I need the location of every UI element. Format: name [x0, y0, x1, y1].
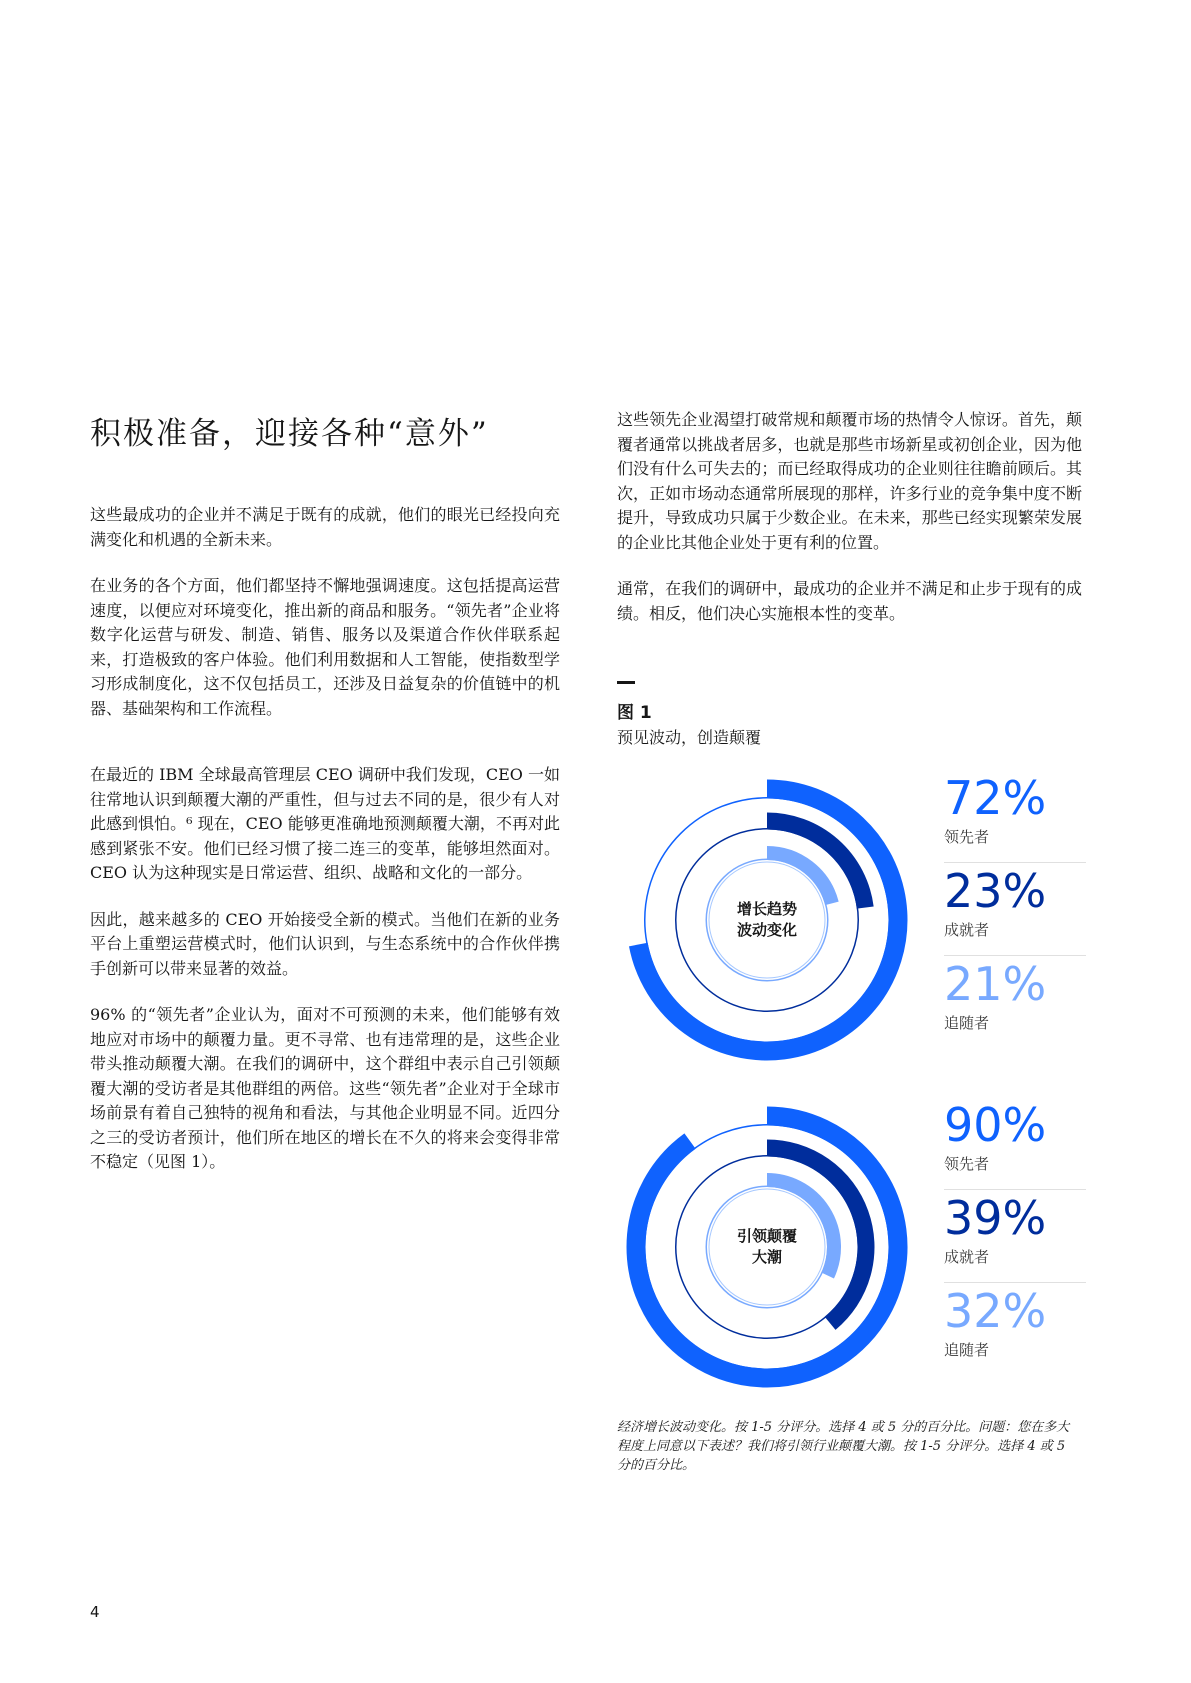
page-number: 4 — [90, 1603, 100, 1621]
stat-value: 72% — [944, 771, 1047, 825]
donut-center-label: 引领颠覆 — [736, 1227, 798, 1245]
ring-track-achievers — [676, 829, 859, 1012]
paragraph: 在最近的 IBM 全球最高管理层 CEO 调研中我们发现，CEO 一如往常地认识到颠覆大潮的严重性，但与过去不同的是，很少有人对此感到惧怕。⁶ 现在，CEO 能够更准确地预测颠覆大潮，不再对此感到紧张不安。他们已经习惯了接二连三的变革，能够坦然面对。CEO 认为这种现实是日常运营、组织、战略和文化的一部分。 — [90, 765, 560, 882]
donut-chart-lead-disruption — [617, 1097, 917, 1397]
figure-footnote: 经济增长波动变化。按 1-5 分评分。选择 4 或 5 分的百分比。问题：您在多大程度上同意以下表述？我们将引领行业颠覆大潮。按 1-5 分评分。选择 4 或 5 分的百分比。 — [617, 1420, 1070, 1473]
stat-value: 21% — [944, 957, 1047, 1011]
page-title: 积极准备，迎接各种“意外” — [90, 416, 489, 452]
donut-chart-svg — [617, 770, 917, 1070]
paragraph: 这些领先企业渴望打破常规和颠覆市场的热情令人惊讶。首先，颠覆者通常以挑战者居多，也就是那些市场新星或初创企业，因为他们没有什么可失去的；而已经取得成功的企业则往往瞻前顾后。其次，正如市场动态通常所展现的那样，许多行业的竞争集中度不断提升，导致成功只属于少数企业。在未来，那些已经实现繁荣发展的企业比其他企业处于更有利的位置。 — [617, 410, 1082, 552]
stat-label: 领先者 — [944, 1155, 990, 1173]
stat-achievers — [944, 1190, 1086, 1283]
figure-divider — [617, 681, 635, 684]
paragraph: 这些最成功的企业并不满足于既有的成就，他们的眼光已经投向充满变化和机遇的全新未来。 — [90, 505, 560, 549]
stat-value: 90% — [944, 1098, 1047, 1152]
donut-center-label: 大潮 — [751, 1248, 783, 1266]
stat-leaders — [944, 1097, 1086, 1190]
stat-label: 领先者 — [944, 828, 990, 846]
paragraph: 96% 的“领先者”企业认为，面对不可预测的未来，他们能够有效地应对市场中的颠覆力量。更不寻常、也有违常理的是，这些企业带头推动颠覆大潮。在我们的调研中，这个群组中表示自己引领颠覆大潮的受访者是其他群组的两倍。这些“领先者”企业对于全球市场前景有着自己独特的视角和看法，与其他企业明显不同。近四分之三的受访者预计，他们所在地区的增长在不久的将来会变得非常不稳定（见图 1）。 — [90, 1005, 560, 1171]
donut-center-label: 增长趋势 — [736, 900, 798, 918]
stat-value: 32% — [944, 1284, 1047, 1338]
inner-circle — [709, 862, 825, 978]
stat-followers — [944, 1283, 1086, 1376]
stat-leaders — [944, 770, 1086, 863]
stat-achievers — [944, 863, 1086, 956]
stat-value: 39% — [944, 1191, 1047, 1245]
donut-center-label: 波动变化 — [736, 921, 798, 939]
stat-label: 追随者 — [944, 1014, 990, 1032]
stat-label: 成就者 — [944, 1248, 990, 1266]
left-column — [90, 503, 560, 1197]
stat-label: 追随者 — [944, 1341, 990, 1359]
stats-growth-volatility — [944, 770, 1086, 1049]
stat-followers — [944, 956, 1086, 1049]
stat-value: 23% — [944, 864, 1047, 918]
inner-circle — [709, 1189, 825, 1305]
ring-arc-followers — [767, 853, 832, 903]
donut-chart-svg — [617, 1097, 917, 1397]
paragraph: 通常，在我们的调研中，最成功的企业并不满足和止步于现有的成绩。相反，他们决心实施根本性的变革。 — [617, 579, 1082, 623]
right-column — [617, 408, 1082, 648]
stats-lead-disruption — [944, 1097, 1086, 1376]
ring-track-leaders — [645, 798, 890, 1043]
donut-chart-growth-volatility — [617, 770, 917, 1070]
paragraph: 因此，越来越多的 CEO 开始接受全新的模式。当他们在新的业务平台上重塑运营模式时，他们认识到，与生态系统中的合作伙伴携手创新可以带来显著的效益。 — [90, 909, 560, 978]
stat-label: 成就者 — [944, 921, 990, 939]
paragraph: 在业务的各个方面，他们都坚持不懈地强调速度。这包括提高运营速度，以便应对环境变化，推出新的商品和服务。“领先者”企业将数字化运营与研发、制造、销售、服务以及渠道合作伙伴联系起来，打造极致的客户体验。他们利用数据和人工智能，使指数型学习形成制度化，这不仅包括员工，还涉及日益复杂的价值链中的机器、基础架构和工作流程。 — [90, 576, 560, 718]
figure-caption: 预见波动，创造颠覆 — [617, 728, 762, 747]
figure-label: 图 1 — [617, 703, 652, 723]
ring-track-leaders — [645, 1125, 890, 1370]
